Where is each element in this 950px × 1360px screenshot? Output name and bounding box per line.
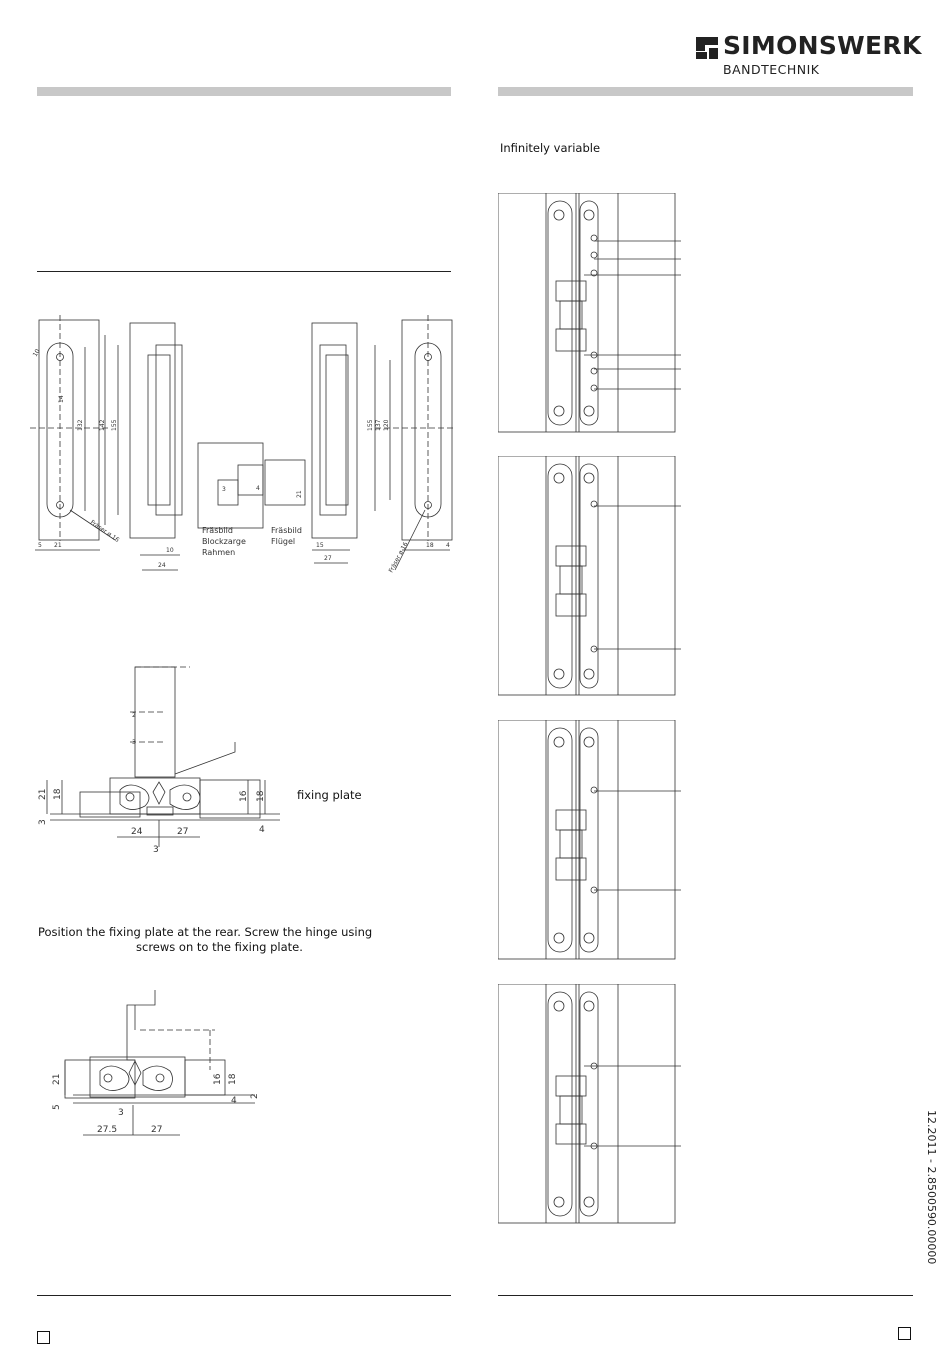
milling-dim-vertical-right-3: 120 bbox=[383, 419, 390, 431]
milling-label-leaf-1: Fräsbild bbox=[271, 526, 302, 535]
milling-label-frame-2: Blockzarge bbox=[202, 537, 246, 546]
milling-dim-mid-frame-2: 24 bbox=[158, 562, 166, 569]
milling-dim-small-3: 21 bbox=[296, 490, 303, 498]
section2-dim-right-3: 4 bbox=[231, 1096, 237, 1106]
brand-name: SIMONSWERK bbox=[723, 31, 922, 60]
milling-label-leaf-2: Flügel bbox=[271, 537, 296, 546]
logo-mark-icon bbox=[696, 37, 718, 59]
left-header-bar bbox=[37, 87, 451, 96]
section-drawing-1 bbox=[35, 662, 295, 857]
fixing-plate-label: fixing plate bbox=[297, 788, 362, 802]
section2-dim-right-1: 16 bbox=[213, 1073, 223, 1085]
milling-label-frame-3: Rahmen bbox=[202, 548, 236, 557]
milling-label-frame-1: Fräsbild bbox=[202, 526, 233, 535]
milling-dim-vertical-right-2: 137 bbox=[375, 419, 382, 431]
milling-dim-small-5: 4 bbox=[256, 485, 260, 492]
section2-dim-right-4: 2 bbox=[250, 1093, 260, 1099]
section1-dim-horizontal-3: 3 bbox=[153, 845, 159, 855]
page-checkbox-left[interactable] bbox=[37, 1331, 50, 1344]
hinge-drawing-4 bbox=[498, 984, 683, 1224]
section1-dim-top-1: 2 bbox=[132, 712, 136, 719]
milling-drawing bbox=[30, 315, 455, 575]
milling-dim-vertical-left-3: 155 bbox=[111, 419, 118, 431]
milling-dim-small-2: 14 bbox=[58, 395, 65, 403]
section2-dim-horizontal-1: 27.5 bbox=[97, 1125, 118, 1135]
milling-dim-mid-leaf-1: 15 bbox=[316, 542, 324, 549]
right-divider-bottom bbox=[498, 1295, 913, 1296]
section1-dim-left-3: 3 bbox=[38, 819, 48, 825]
left-divider-top bbox=[37, 271, 451, 272]
section1-dim-left-2: 18 bbox=[53, 788, 63, 800]
milling-dim-vertical-left-2: 142 bbox=[99, 419, 106, 431]
hinge-drawing-2 bbox=[498, 456, 683, 696]
section1-dim-right-1: 16 bbox=[239, 790, 249, 802]
section2-dim-horizontal-2: 27 bbox=[151, 1125, 163, 1135]
frame-outline bbox=[39, 320, 99, 540]
left-divider-bottom bbox=[37, 1295, 451, 1296]
milling-radius-note-left: Fräser ø 16 bbox=[88, 518, 121, 544]
milling-dim-left-1: 21 bbox=[54, 542, 62, 549]
page-checkbox-right[interactable] bbox=[898, 1327, 911, 1340]
instruction-line-1: Position the fixing plate at the rear. Screw the hinge using bbox=[38, 925, 373, 939]
section2-dim-horizontal-3: 3 bbox=[118, 1108, 124, 1118]
milling-radius-note-right: Fräser ø 16 bbox=[387, 541, 410, 574]
milling-dim-small-1: 10 bbox=[31, 347, 42, 358]
section2-dim-left-2: 5 bbox=[52, 1104, 62, 1110]
milling-dim-leaf-right-2: 4 bbox=[446, 542, 450, 549]
document-number: 12.2011 - 2.8500590.00000 bbox=[925, 1110, 938, 1265]
section1-dim-left-1: 21 bbox=[38, 788, 48, 800]
milling-dim-vertical-right-1: 155 bbox=[367, 419, 374, 431]
milling-dim-mid-frame-1: 10 bbox=[166, 547, 174, 554]
section-drawing-2 bbox=[45, 985, 275, 1150]
section1-dim-top-2: 3 bbox=[132, 739, 136, 746]
milling-dim-left-2: 5 bbox=[38, 542, 42, 549]
section1-dim-horizontal-2: 27 bbox=[177, 827, 189, 837]
brand-logo bbox=[696, 31, 922, 80]
adjustment-label: Infinitely variable bbox=[500, 141, 601, 155]
section2-dim-right-2: 18 bbox=[228, 1073, 238, 1085]
milling-dim-mid-leaf-2: 27 bbox=[324, 555, 332, 562]
section1-dim-horizontal-1: 24 bbox=[131, 827, 143, 837]
section1-dim-right-2: 18 bbox=[256, 790, 266, 802]
section2-dim-left-1: 21 bbox=[52, 1073, 62, 1085]
milling-dim-leaf-right-1: 18 bbox=[426, 542, 434, 549]
milling-dim-small-4: 3 bbox=[222, 486, 226, 493]
instruction-line-2: screws on to the fixing plate. bbox=[136, 940, 303, 954]
hinge-drawing-3 bbox=[498, 720, 683, 960]
brand-subtitle: BANDTECHNIK bbox=[723, 62, 820, 77]
section1-dim-right-3: 4 bbox=[259, 825, 265, 835]
hinge-drawing-1 bbox=[498, 193, 683, 433]
right-header-bar bbox=[498, 87, 913, 96]
milling-dim-vertical-left-1: 132 bbox=[77, 419, 84, 431]
